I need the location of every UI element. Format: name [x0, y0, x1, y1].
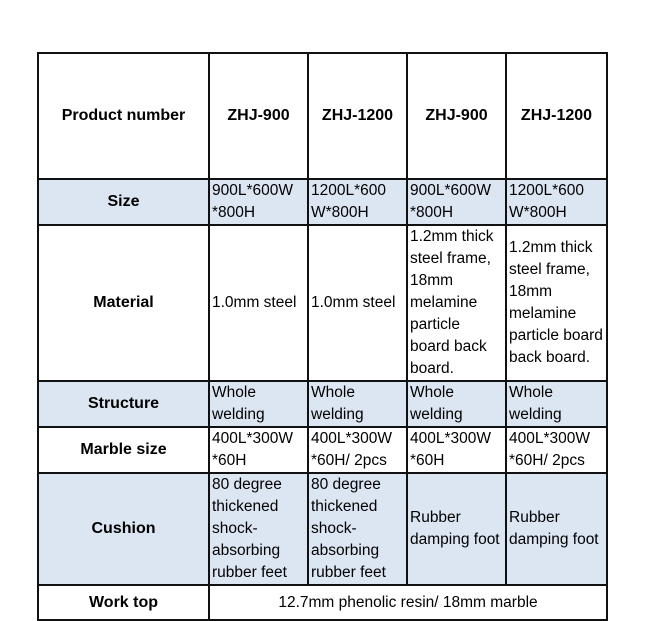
cell: 1.2mm thick steel frame, 18mm melamine particle board back board. [506, 225, 607, 381]
row-size [38, 179, 607, 225]
row-marble-size [38, 427, 607, 473]
cell: Rubber damping foot [506, 473, 607, 585]
cell: 1200L*600 W*800H [506, 179, 607, 225]
cell: 1.0mm steel [308, 225, 407, 381]
row-label: Cushion [38, 473, 209, 585]
cell: Rubber damping foot [407, 473, 506, 585]
cell: 900L*600W *800H [407, 179, 506, 225]
header-model: ZHJ-900 [407, 53, 506, 179]
header-model: ZHJ-1200 [506, 53, 607, 179]
header-model: ZHJ-900 [209, 53, 308, 179]
row-label: Work top [38, 585, 209, 620]
cell: 400L*300W *60H/ 2pcs [308, 427, 407, 473]
header-row [38, 53, 607, 179]
cell: 400L*300W *60H [407, 427, 506, 473]
header-label: Product number [38, 53, 209, 179]
spec-table [37, 52, 608, 621]
cell: Whole welding [308, 381, 407, 427]
row-label: Marble size [38, 427, 209, 473]
cell: 1.2mm thick steel frame, 18mm melamine particle board back board. [407, 225, 506, 381]
cell: 1.0mm steel [209, 225, 308, 381]
cell: 80 degree thickened shock-absorbing rubber feet [308, 473, 407, 585]
worktop-value: 12.7mm phenolic resin/ 18mm marble [209, 585, 607, 620]
row-cushion [38, 473, 607, 585]
header-model: ZHJ-1200 [308, 53, 407, 179]
cell: 80 degree thickened shock-absorbing rubber feet [209, 473, 308, 585]
row-label: Size [38, 179, 209, 225]
cell: 900L*600W *800H [209, 179, 308, 225]
cell: 400L*300W *60H/ 2pcs [506, 427, 607, 473]
cell: 1200L*600 W*800H [308, 179, 407, 225]
row-label: Material [38, 225, 209, 381]
cell: Whole welding [407, 381, 506, 427]
cell: 400L*300W *60H [209, 427, 308, 473]
cell: Whole welding [506, 381, 607, 427]
row-work-top [38, 585, 607, 620]
row-structure [38, 381, 607, 427]
row-label: Structure [38, 381, 209, 427]
row-material [38, 225, 607, 381]
cell: Whole welding [209, 381, 308, 427]
